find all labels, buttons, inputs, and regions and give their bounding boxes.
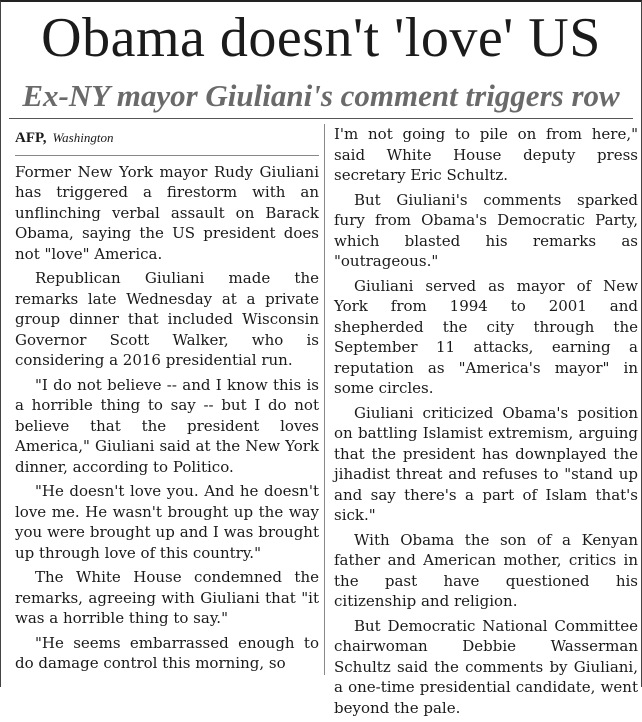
paragraph: The White House condemned the remarks, agreeing with Giuliani that "it was a horrible thing to say." xyxy=(15,568,319,627)
paragraph: "He doesn't love you. And he doesn't love me. He wasn't brought up the way you were brought up and I was brought up through love of this country." xyxy=(15,482,319,562)
byline-place: Washington xyxy=(52,130,114,145)
paragraph: But Democratic National Committee chairwoman Debbie Wasserman Schultz said the comments by Giuliani, a one-time presidential candidate, went beyond the pale. xyxy=(334,616,638,717)
paragraph: "I do not believe -- and I know this is a horrible thing to say -- but I do not believe that the president loves America," Giuliani said at the New York dinner, according to Politico. xyxy=(15,375,319,476)
paragraph: Giuliani criticized Obama's position on battling Islamist extremism, arguing that the president has downplayed the jihadist threat and refuses to "stand up and say there's a part of Islam that's sick." xyxy=(334,403,638,524)
paragraph: With Obama the son of a Kenyan father and American mother, critics in the past have questioned his citizenship and religion. xyxy=(334,530,638,610)
left-column xyxy=(15,126,319,678)
paragraph: "He seems embarrassed enough to do damage control this morning, so xyxy=(15,633,319,672)
subheadline: Ex-NY mayor Giuliani's comment triggers row xyxy=(22,78,620,113)
byline xyxy=(15,128,319,156)
right-column xyxy=(334,124,638,722)
paragraph: Former New York mayor Rudy Giuliani has triggered a firestorm with an unflinching verbal assault on Barack Obama, saying the US president does not "love" America. xyxy=(15,162,319,263)
header-rule xyxy=(9,118,633,119)
byline-agency: AFP, xyxy=(15,130,47,146)
paragraph: Giuliani served as mayor of New York from 1994 to 2001 and shepherded the city through the September 11 attacks, earning a reputation as "America's mayor" in some circles. xyxy=(334,276,638,397)
headline: Obama doesn't 'love' US xyxy=(41,7,601,69)
column-divider xyxy=(324,124,325,675)
paragraph: But Giuliani's comments sparked fury from Obama's Democratic Party, which blasted his remarks as "outrageous." xyxy=(334,190,638,270)
paragraph: I'm not going to pile on from here," said White House deputy press secretary Eric Schultz. xyxy=(334,125,638,184)
paragraph: Republican Giuliani made the remarks late Wednesday at a private group dinner that included Wisconsin Governor Scott Walker, who is considering a 2016 presidential run. xyxy=(15,269,319,369)
